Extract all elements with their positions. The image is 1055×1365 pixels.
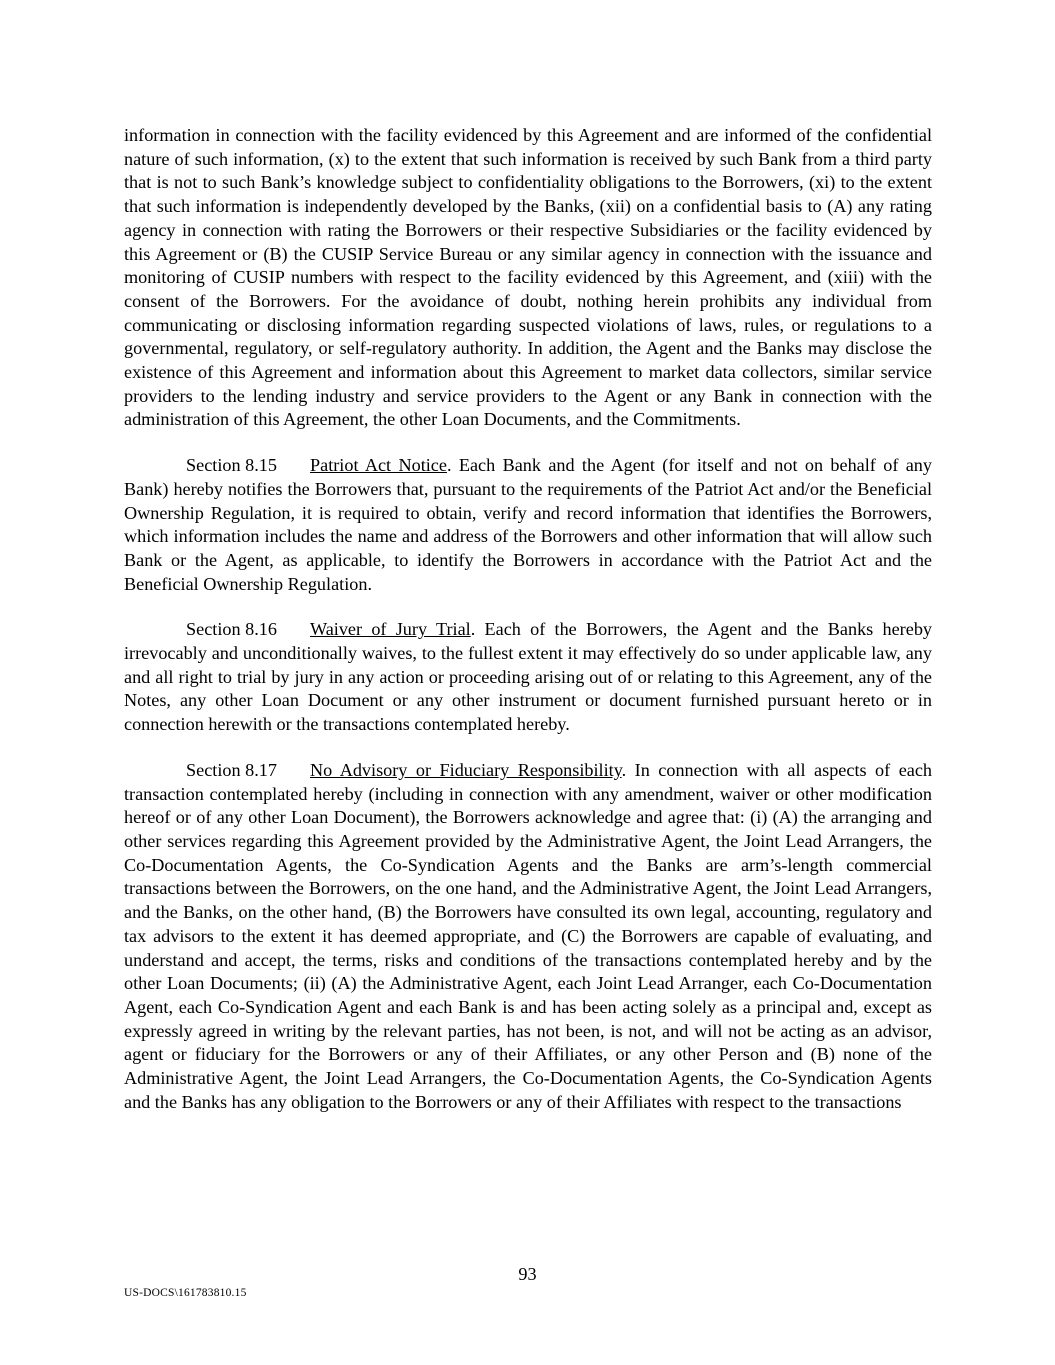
paragraph-confidentiality-continued: information in connection with the facility evidenced by this Agreement and are informed of the confidential nature of such information, (x) to the extent that such information is received by such Bank from a third party that is not to such Bank’s knowledge subject to confidentiality obligations to the Borrowers, (xi) to the extent that such information is independently developed by the Banks, (xii) on a confidential basis to (A) any rating agency in connection with rating the Borrowers or their respective Subsidiaries or the facility evidenced by this Agreement or (B) the CUSIP Service Bureau or any similar agency in connection with the issuance and monitoring of CUSIP numbers with respect to the facility evidenced by this Agreement, and (xiii) with the consent of the Borrowers. For the avoidance of doubt, nothing herein prohibits any individual from communicating or disclosing information regarding suspected violations of laws, rules, or regulations to a governmental, regulatory, or self-regulatory authority. In addition, the Agent and the Banks may disclose the existence of this Agreement and information about this Agreement to market data collectors, similar service providers to the lending industry and service providers to the Agent or any Bank in connection with the administration of this Agreement, the other Loan Documents, and the Commitments. (124, 125, 932, 430)
section-title: Waiver of Jury Trial (310, 619, 471, 640)
section-title: No Advisory or Fiduciary Responsibility (310, 759, 622, 780)
section-number: Section 8.15 (186, 455, 277, 476)
section-title: Patriot Act Notice (310, 455, 447, 476)
section-body: . Each of the Borrowers, the Agent and the Banks hereby irrevocably and unconditionally waives, to the fullest extent it may effectively do so under applicable law, any and all right to trial by jury in any action or proceeding arising out of or relating to this Agreement, any of the Notes, any other Loan Document or any other instrument or document furnished pursuant hereto or in connection herewith or the transactions contemplated hereby. (124, 619, 933, 735)
section-8-15 (124, 454, 932, 596)
section-body: . In connection with all aspects of each transaction contemplated hereby (including in connection with any amendment, waiver or other modification hereof or of any other Loan Document), the Borrowers acknowledge and agree that: (i) (A) the arranging and other services regarding this Agreement provided by the Administrative Agent, the Joint Lead Arrangers, the Co-Documentation Agents, the Co-Syndication Agents and the Banks are arm’s-length commercial transactions between the Borrowers, on the one hand, and the Administrative Agent, the Joint Lead Arrangers, and the Banks, on the other hand, (B) the Borrowers have consulted its own legal, accounting, regulatory and tax advisors to the extent it has deemed appropriate, and (C) the Borrowers are capable of evaluating, and understand and accept, the terms, risks and conditions of the transactions contemplated hereby and by the other Loan Documents; (ii) (A) the Administrative Agent, each Joint Lead Arranger, each Co-Documentation Agent, each Co-Syndication Agent and each Bank is and has been acting solely as a principal and, except as expressly agreed in writing by the relevant parties, has not been, is not, and will not be acting as an advisor, agent or fiduciary for the Borrowers or any of their Affiliates, or any other Person and (B) none of the Administrative Agent, the Joint Lead Arrangers, the Co-Documentation Agents, the Co-Syndication Agents and the Banks has any obligation to the Borrowers or any of their Affiliates with respect to the transactions (124, 759, 932, 1112)
section-8-17 (124, 759, 932, 1115)
section-body: . Each Bank and the Agent (for itself and not on behalf of any Bank) hereby notifies the Borrowers that, pursuant to the requirements of the Patriot Act and/or the Beneficial Ownership Regulation, it is required to obtain, verify and record information that identifies the Borrowers, which information includes the name and address of the Borrowers and other information that will allow such Bank or the Agent, as applicable, to identify the Borrowers in accordance with the Patriot Act and the Beneficial Ownership Regulation. (124, 455, 932, 594)
document-body (124, 124, 932, 1136)
section-number: Section 8.17 (186, 759, 277, 780)
section-number: Section 8.16 (186, 619, 277, 640)
page-number: 93 (518, 1264, 537, 1284)
document-id: US-DOCS\161783810.15 (124, 1287, 247, 1299)
section-8-16 (124, 618, 932, 737)
